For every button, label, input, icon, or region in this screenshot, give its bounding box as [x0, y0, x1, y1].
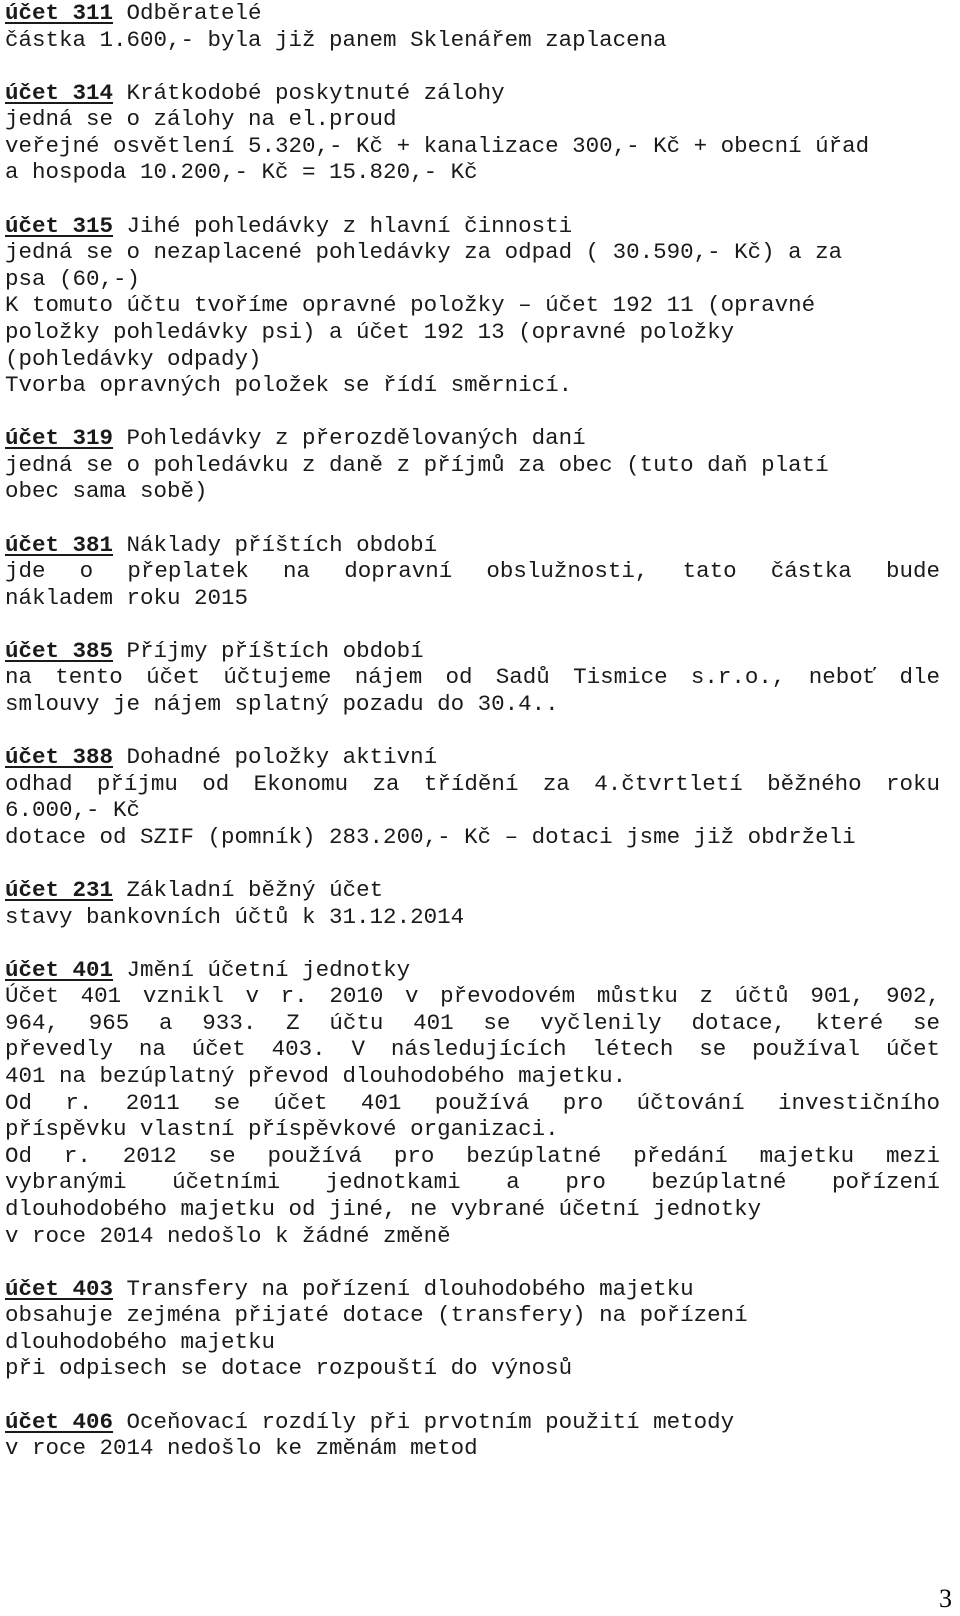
- text-line: vybranými účetními jednotkami a pro bezúplatné pořízení: [5, 1169, 940, 1196]
- section-heading: [5, 1409, 940, 1436]
- section-314: [5, 80, 940, 186]
- account-number: účet 381: [5, 531, 114, 558]
- text-line: dlouhodobého majetku od jiné, ne vybrané účetní jednotky: [5, 1195, 762, 1222]
- section-heading: [5, 80, 940, 107]
- text-line: částka 1.600,- byla již panem Sklenářem zaplacena: [5, 26, 667, 53]
- text-line: jedná se o nezaplacené pohledávky za odpad ( 30.590,- Kč) a za: [5, 239, 843, 266]
- section-heading: [5, 213, 940, 240]
- text-line: stavy bankovních účtů k 31.12.2014: [5, 903, 465, 930]
- text-line: obsahuje zejména přijaté dotace (transfery) na pořízení: [5, 1302, 748, 1329]
- text-line: smlouvy je nájem splatný pozadu do 30.4..: [5, 690, 559, 717]
- text-line: jedná se o zálohy na el.proud: [5, 106, 397, 133]
- text-line: dotace od SZIF (pomník) 283.200,- Kč – dotaci jsme již obdrželi: [5, 823, 856, 850]
- account-number: účet 315: [5, 212, 114, 239]
- text-line: jde o přeplatek na dopravní obslužnosti, tato částka bude: [5, 558, 940, 585]
- text-line: psa (60,-): [5, 265, 141, 292]
- account-title: Oceňovací rozdíly při prvotním použití metody: [113, 1408, 735, 1435]
- section-385: [5, 638, 940, 718]
- section-heading: [5, 1276, 940, 1303]
- section-heading: [5, 957, 940, 984]
- account-title: Příjmy příštích období: [113, 637, 424, 664]
- account-title: Náklady příštích období: [113, 531, 438, 558]
- account-number: účet 385: [5, 637, 114, 664]
- account-title: Jihé pohledávky z hlavní činnosti: [113, 212, 573, 239]
- account-number: účet 401: [5, 956, 114, 983]
- text-line: veřejné osvětlení 5.320,- Kč + kanalizace 300,- Kč + obecní úřad: [5, 132, 870, 159]
- text-line: a hospoda 10.200,- Kč = 15.820,- Kč: [5, 159, 478, 186]
- account-title: Jmění účetní jednotky: [113, 956, 411, 983]
- account-title: Pohledávky z přerozdělovaných daní: [113, 425, 586, 452]
- account-title: Dohadné položky aktivní: [113, 744, 438, 771]
- document-body: [5, 0, 940, 1488]
- text-line: příspěvku vlastní příspěvkové organizaci.: [5, 1116, 559, 1143]
- section-381: [5, 532, 940, 612]
- text-line: položky pohledávky psi) a účet 192 13 (opravné položky: [5, 318, 735, 345]
- account-number: účet 314: [5, 79, 114, 106]
- section-231: [5, 877, 940, 930]
- account-number: účet 388: [5, 744, 114, 771]
- section-311: [5, 0, 940, 53]
- section-388: [5, 744, 940, 850]
- text-line: obec sama sobě): [5, 478, 208, 505]
- account-number: účet 403: [5, 1275, 114, 1302]
- account-number: účet 231: [5, 876, 114, 903]
- account-title: Základní běžný účet: [113, 876, 384, 903]
- account-number: účet 406: [5, 1408, 114, 1435]
- text-line: jedná se o pohledávku z daně z příjmů za obec (tuto daň platí: [5, 451, 829, 478]
- section-heading: [5, 0, 940, 27]
- text-line: dlouhodobého majetku: [5, 1328, 276, 1355]
- section-heading: [5, 744, 940, 771]
- section-319: [5, 425, 940, 505]
- text-line: na tento účet účtujeme nájem od Sadů Tismice s.r.o., neboť dle: [5, 664, 940, 691]
- account-title: Odběratelé: [113, 0, 262, 26]
- text-line: převedly na účet 403. V následujících létech se používal účet: [5, 1036, 940, 1063]
- account-number: účet 311: [5, 0, 114, 26]
- text-line: Tvorba opravných položek se řídí směrnicí.: [5, 372, 573, 399]
- section-heading: [5, 532, 940, 559]
- text-line: 964, 965 a 933. Z účtu 401 se vyčlenily dotace, které se: [5, 1009, 940, 1036]
- text-line: 6.000,- Kč: [5, 797, 141, 824]
- text-line: Od r. 2011 se účet 401 používá pro účtování investičního: [5, 1089, 940, 1116]
- account-title: Krátkodobé poskytnuté zálohy: [113, 79, 505, 106]
- section-heading: [5, 425, 940, 452]
- text-line: v roce 2014 nedošlo k žádné změně: [5, 1222, 451, 1249]
- text-line: odhad příjmu od Ekonomu za třídění za 4.čtvrtletí běžného roku: [5, 770, 940, 797]
- section-heading: [5, 877, 940, 904]
- text-line: (pohledávky odpady): [5, 345, 262, 372]
- text-line: 401 na bezúplatný převod dlouhodobého majetku.: [5, 1063, 627, 1089]
- section-406: [5, 1409, 940, 1462]
- text-line: nákladem roku 2015: [5, 584, 249, 611]
- section-315: [5, 213, 940, 399]
- section-heading: [5, 638, 940, 665]
- text-line: při odpisech se dotace rozpouští do výnosů: [5, 1355, 573, 1382]
- account-title: Transfery na pořízení dlouhodobého majetku: [113, 1275, 694, 1302]
- page-number: 3: [939, 1584, 952, 1613]
- account-number: účet 319: [5, 425, 114, 452]
- text-line: v roce 2014 nedošlo ke změnám metod: [5, 1435, 478, 1462]
- text-line: K tomuto účtu tvoříme opravné položky – účet 192 11 (opravné: [5, 292, 816, 319]
- text-line: Od r. 2012 se používá pro bezúplatné předání majetku mezi: [5, 1142, 940, 1169]
- section-403: [5, 1276, 940, 1382]
- text-line: Účet 401 vznikl v r. 2010 v převodovém můstku z účtů 901, 902,: [5, 983, 940, 1010]
- section-401: [5, 957, 940, 1250]
